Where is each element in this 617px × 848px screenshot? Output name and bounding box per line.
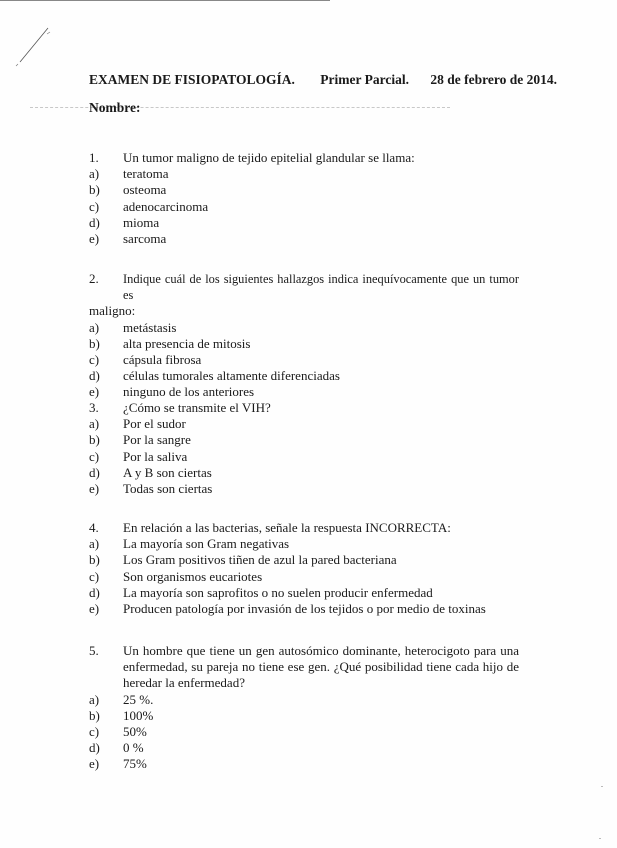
option-text: Todas son ciertas xyxy=(123,481,213,497)
option xyxy=(89,708,519,724)
question-2 xyxy=(89,271,519,401)
option-letter: c) xyxy=(89,448,100,464)
option xyxy=(89,465,519,481)
option xyxy=(89,756,519,772)
option-text: La mayoría son Gram negativas xyxy=(123,536,290,552)
option-text: 25 %. xyxy=(123,691,154,707)
question-4 xyxy=(89,520,519,617)
option xyxy=(89,352,519,368)
option xyxy=(89,552,519,568)
option-text: teratoma xyxy=(123,166,169,182)
option xyxy=(89,231,519,247)
option-text: mioma xyxy=(123,214,160,230)
option-letter: e) xyxy=(89,481,100,497)
question-text-continued: maligno: xyxy=(89,303,136,319)
option-letter: a) xyxy=(89,691,100,707)
option xyxy=(89,416,519,432)
question-number: 1. xyxy=(89,150,99,165)
option xyxy=(89,724,519,740)
pen-stroke-mark xyxy=(14,24,54,68)
option-text: Producen patología por invasión de los tejidos o por medio de toxinas xyxy=(123,601,486,617)
option xyxy=(89,569,519,585)
exam-title: EXAMEN DE FISIOPATOLOGÍA. xyxy=(89,72,295,87)
question-text: En relación a las bacterias, señale la respuesta INCORRECTA: xyxy=(123,520,451,535)
option-letter: c) xyxy=(89,352,100,368)
question-number: 3. xyxy=(89,400,99,415)
option-text: Por la sangre xyxy=(123,432,191,448)
exam-header xyxy=(89,72,557,88)
option-text: Son organismos eucariotes xyxy=(123,568,263,584)
option xyxy=(89,336,519,352)
question-text: ¿Cómo se transmite el VIH? xyxy=(123,400,271,415)
option-letter: d) xyxy=(89,740,100,756)
option-text: ninguno de los anteriores xyxy=(123,384,255,400)
option-text: adenocarcinoma xyxy=(123,198,209,214)
option-letter: e) xyxy=(89,384,100,400)
option-letter: d) xyxy=(89,584,100,600)
option-letter: b) xyxy=(89,707,100,723)
option-letter: e) xyxy=(89,601,100,617)
question-3 xyxy=(89,400,519,497)
option xyxy=(89,740,519,756)
name-field xyxy=(30,100,450,114)
scan-speck xyxy=(599,838,601,839)
option xyxy=(89,601,519,617)
option xyxy=(89,368,519,384)
option-letter: d) xyxy=(89,214,100,230)
question-5 xyxy=(89,643,519,773)
option-text: A y B son ciertas xyxy=(123,464,212,480)
option xyxy=(89,215,519,231)
option xyxy=(89,166,519,182)
option-text: alta presencia de mitosis xyxy=(123,335,251,351)
option xyxy=(89,432,519,448)
option-text: 0 % xyxy=(123,740,144,756)
option-letter: c) xyxy=(89,198,100,214)
exam-date: 28 de febrero de 2014. xyxy=(430,72,557,87)
name-label: Nombre: xyxy=(89,100,141,115)
question-1 xyxy=(89,150,519,247)
exam-type: Primer Parcial. xyxy=(320,72,409,87)
option xyxy=(89,199,519,215)
option-text: Por el sudor xyxy=(123,416,186,432)
option-letter: a) xyxy=(89,536,100,552)
option-text: sarcoma xyxy=(123,231,167,247)
option-text: cápsula fibrosa xyxy=(123,352,202,368)
question-number: 5. xyxy=(89,643,99,658)
option-text: 100% xyxy=(123,707,154,723)
option-text: La mayoría son saprofitos o no suelen producir enfermedad xyxy=(123,584,433,600)
option-text: 75% xyxy=(123,756,147,772)
option xyxy=(89,481,519,497)
option-letter: a) xyxy=(89,319,100,335)
option-letter: a) xyxy=(89,166,100,182)
option-text: células tumorales altamente diferenciadas xyxy=(123,368,340,384)
option-text: metástasis xyxy=(123,319,177,335)
option xyxy=(89,182,519,198)
option xyxy=(89,536,519,552)
option-letter: b) xyxy=(89,552,100,568)
option-letter: d) xyxy=(89,464,100,480)
option xyxy=(89,449,519,465)
option xyxy=(89,384,519,400)
option-letter: b) xyxy=(89,432,100,448)
option xyxy=(89,320,519,336)
option-letter: e) xyxy=(89,756,100,772)
question-text: Un tumor maligno de tejido epitelial glandular se llama: xyxy=(123,150,415,165)
scan-speck xyxy=(601,786,603,787)
option-letter: b) xyxy=(89,182,100,198)
question-number: 4. xyxy=(89,520,99,535)
top-rule xyxy=(0,0,330,1)
option-letter: c) xyxy=(89,724,100,740)
question-text: Indique cuál de los siguientes hallazgos indica inequívocamente que un tumor es xyxy=(123,272,519,303)
option-letter: c) xyxy=(89,568,100,584)
option-text: Por la saliva xyxy=(123,448,188,464)
option xyxy=(89,692,519,708)
option-letter: e) xyxy=(89,231,100,247)
option-text: osteoma xyxy=(123,182,167,198)
option-text: 50% xyxy=(123,724,147,740)
option-letter: b) xyxy=(89,335,100,351)
question-number: 2. xyxy=(89,271,99,286)
option-text: Los Gram positivos tiñen de azul la pared bacteriana xyxy=(123,552,397,568)
question-text: Un hombre que tiene un gen autosómico dominante, heterocigoto para una enfermedad, su pareja no tiene ese gen. ¿Qué posibilidad tiene cada hijo de heredar la enfermedad? xyxy=(123,643,519,691)
option xyxy=(89,585,519,601)
option-letter: d) xyxy=(89,368,100,384)
option-letter: a) xyxy=(89,416,100,432)
